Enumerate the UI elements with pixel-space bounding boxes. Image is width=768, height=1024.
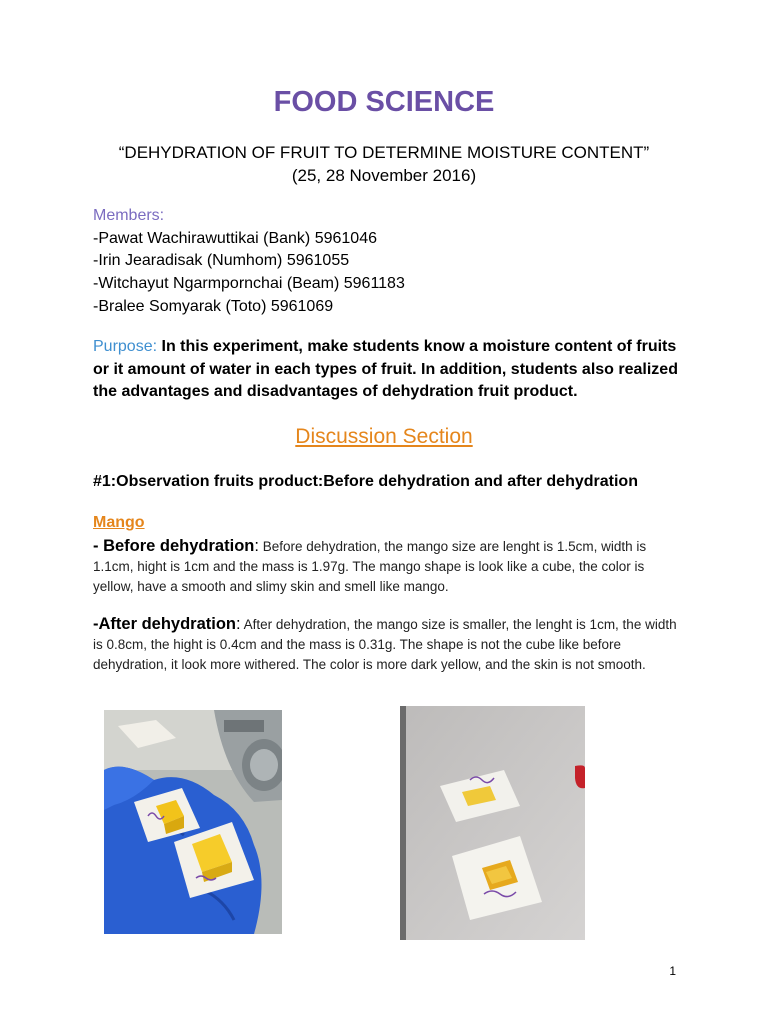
member-item: -Pawat Wachirawuttikai (Bank) 5961046 xyxy=(93,230,377,247)
document-subtitle: “DEHYDRATION OF FRUIT TO DETERMINE MOISTURE CONTENT” xyxy=(118,143,650,162)
before-dehydration-text: Before dehydration, the mango size are lenght is 1.5cm, width is 1.1cm, hight is 1cm and the mass is 1.97g. The mango shape is look like a cube, the color is yellow, have a smooth and slimy skin and smell like mango. xyxy=(93,539,647,594)
before-dehydration-paragraph xyxy=(93,536,678,597)
member-item: -Bralee Somyarak (Toto) 5961069 xyxy=(93,298,334,315)
document-title: FOOD SCIENCE xyxy=(273,86,495,118)
label-colon: : xyxy=(254,537,259,555)
purpose-label: Purpose: xyxy=(93,338,158,355)
after-dehydration-text: After dehydration, the mango size is smaller, the lenght is 1cm, the width is 0.8cm, the hight is 0.4cm and the mass is 0.31g. The shape is not the cube like before dehydration, it look more withered. The color is more dark yellow, and the skin is not smooth. xyxy=(93,617,677,672)
mango-before-photo xyxy=(104,710,282,934)
members-label: Members: xyxy=(93,207,165,224)
fruit-heading: Mango xyxy=(93,514,145,531)
purpose-paragraph xyxy=(93,336,683,404)
observation-heading: #1:Observation fruits product:Before dehydration and after dehydration xyxy=(93,473,638,490)
page-number: 1 xyxy=(669,964,676,978)
member-item: -Witchayut Ngarmpornchai (Beam) 5961183 xyxy=(93,275,405,292)
purpose-text: In this experiment, make students know a moisture content of fruits or it amount of water in each types of fruit. In addition, students also realized the advantages and disadvantages of dehydration fruit product. xyxy=(93,338,678,400)
after-dehydration-label: -After dehydration xyxy=(93,615,237,633)
mango-after-photo xyxy=(400,706,585,940)
after-dehydration-paragraph xyxy=(93,614,678,675)
label-colon: : xyxy=(236,615,241,633)
section-title: Discussion Section xyxy=(295,425,473,448)
document-date: (25, 28 November 2016) xyxy=(291,166,477,185)
before-dehydration-label: - Before dehydration xyxy=(93,537,255,555)
member-item: -Irin Jearadisak (Numhom) 5961055 xyxy=(93,252,350,269)
